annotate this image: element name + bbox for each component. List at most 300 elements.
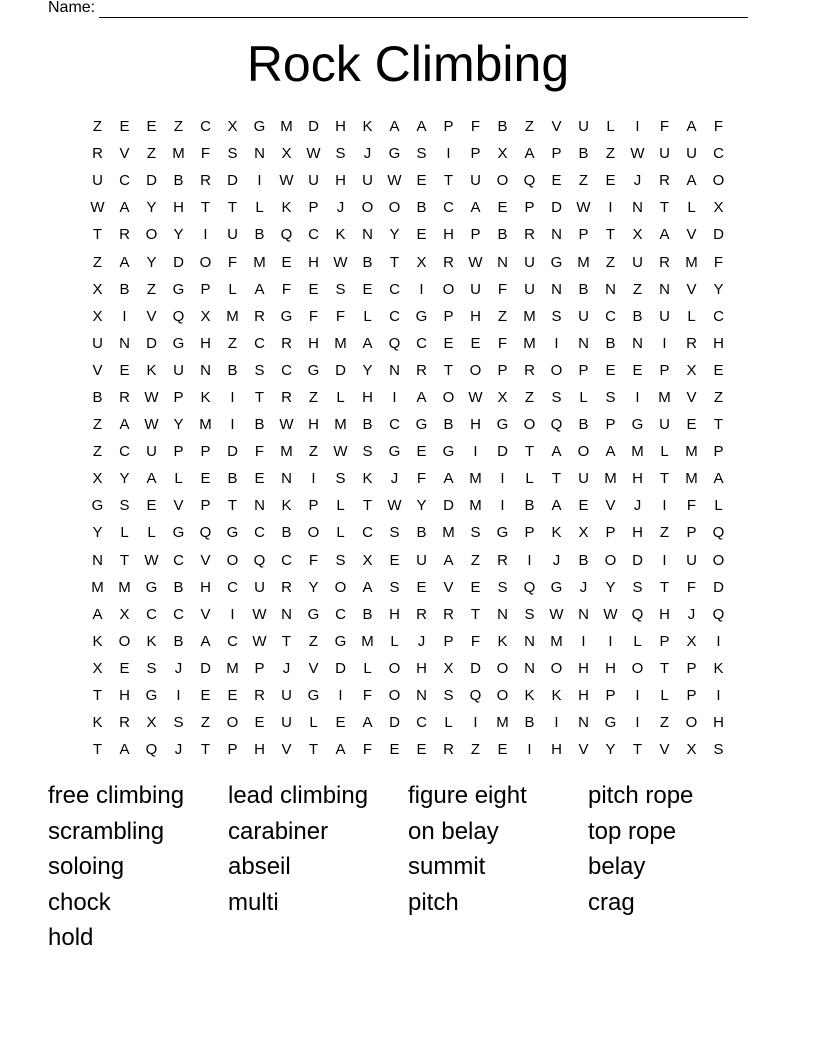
grid-letter: U: [470, 172, 481, 190]
grid-letter: A: [119, 416, 130, 434]
grid-letter: Q: [253, 551, 266, 569]
grid-letter: W: [279, 416, 294, 434]
grid-letter: C: [281, 551, 292, 569]
grid-letter: L: [363, 307, 372, 325]
grid-letter: V: [92, 361, 103, 379]
grid-letter: E: [227, 687, 238, 705]
grid-letter: H: [713, 714, 724, 732]
grid-letter: H: [713, 334, 724, 352]
grid-letter: R: [443, 253, 454, 271]
grid-letter: I: [473, 714, 478, 732]
grid-letter: L: [606, 118, 615, 136]
grid-letter: V: [119, 145, 130, 163]
grid-letter: L: [390, 632, 399, 650]
grid-letter: X: [686, 361, 697, 379]
grid-letter: P: [659, 361, 670, 379]
grid-letter: L: [255, 199, 264, 217]
grid-letter: H: [470, 307, 481, 325]
grid-letter: E: [119, 659, 130, 677]
grid-letter: N: [659, 280, 670, 298]
grid-letter: H: [416, 659, 427, 677]
grid-letter: S: [173, 714, 184, 732]
grid-letter: Z: [605, 145, 616, 163]
grid-letter: G: [604, 714, 617, 732]
grid-letter: S: [632, 578, 643, 596]
grid-letter: D: [470, 659, 481, 677]
grid-row: [84, 384, 732, 411]
name-underline: [99, 3, 748, 18]
grid-letter: P: [524, 524, 535, 542]
grid-letter: E: [713, 361, 724, 379]
grid-letter: H: [551, 741, 562, 759]
grid-letter: Z: [173, 118, 184, 136]
grid-letter: W: [144, 551, 159, 569]
grid-letter: X: [227, 118, 238, 136]
grid-letter: Z: [470, 741, 481, 759]
grid-letter: C: [362, 524, 373, 542]
grid-letter: O: [496, 687, 509, 705]
grid-letter: V: [281, 741, 292, 759]
grid-letter: M: [523, 334, 536, 352]
grid-letter: X: [200, 307, 211, 325]
grid-letter: O: [388, 199, 401, 217]
grid-letter: L: [120, 524, 129, 542]
grid-letter: I: [500, 497, 505, 515]
grid-letter: M: [91, 578, 104, 596]
grid-letter: S: [227, 145, 238, 163]
grid-letter: Z: [632, 280, 643, 298]
grid-letter: E: [497, 199, 508, 217]
grid-letter: M: [577, 253, 590, 271]
grid-letter: H: [254, 741, 265, 759]
grid-letter: N: [200, 361, 211, 379]
word-list-item: free climbing: [48, 782, 185, 809]
grid-letter: E: [254, 470, 265, 488]
grid-letter: V: [173, 497, 184, 515]
grid-letter: Z: [308, 388, 319, 406]
grid-letter: A: [362, 578, 373, 596]
grid-letter: I: [608, 632, 613, 650]
grid-letter: L: [660, 687, 669, 705]
grid-letter: T: [443, 361, 454, 379]
grid-letter: U: [578, 470, 589, 488]
grid-letter: Q: [199, 524, 212, 542]
grid-letter: I: [230, 416, 235, 434]
grid-letter: W: [333, 253, 348, 271]
grid-letter: L: [174, 470, 183, 488]
grid-letter: Z: [659, 524, 670, 542]
grid-letter: F: [254, 443, 265, 461]
grid-letter: H: [659, 605, 670, 623]
grid-letter: U: [524, 280, 535, 298]
grid-letter: O: [442, 388, 455, 406]
grid-letter: K: [200, 388, 211, 406]
grid-letter: B: [497, 118, 508, 136]
grid-letter: A: [362, 334, 373, 352]
grid-letter: L: [336, 497, 345, 515]
grid-letter: W: [387, 497, 402, 515]
grid-letter: A: [686, 118, 697, 136]
grid-letter: P: [173, 388, 184, 406]
grid-letter: X: [686, 632, 697, 650]
grid-letter: Q: [523, 578, 536, 596]
grid-row: [84, 492, 732, 519]
grid-letter: L: [363, 659, 372, 677]
grid-letter: U: [362, 172, 373, 190]
grid-letter: A: [551, 443, 562, 461]
name-field: [48, 0, 748, 18]
grid-letter: G: [280, 307, 293, 325]
grid-letter: W: [576, 199, 591, 217]
grid-letter: P: [470, 226, 481, 244]
grid-letter: D: [497, 443, 508, 461]
grid-letter: S: [389, 578, 400, 596]
grid-letter: M: [685, 470, 698, 488]
grid-letter: L: [309, 714, 318, 732]
grid-letter: B: [416, 199, 427, 217]
grid-letter: P: [443, 307, 454, 325]
grid-letter: U: [578, 118, 589, 136]
grid-letter: F: [470, 118, 481, 136]
grid-letter: P: [686, 659, 697, 677]
grid-letter: S: [254, 361, 265, 379]
grid-letter: J: [687, 605, 696, 623]
grid-letter: B: [362, 416, 373, 434]
grid-letter: H: [389, 605, 400, 623]
grid-letter: T: [227, 497, 238, 515]
grid-letter: R: [659, 253, 670, 271]
grid-letter: C: [389, 307, 400, 325]
grid-letter: G: [172, 524, 185, 542]
grid-letter: I: [662, 334, 667, 352]
grid-letter: X: [119, 605, 130, 623]
grid-letter: Z: [659, 714, 670, 732]
grid-letter: X: [713, 199, 724, 217]
grid-letter: V: [578, 741, 589, 759]
word-list-item: crag: [588, 888, 635, 916]
grid-letter: F: [200, 145, 211, 163]
grid-letter: Y: [362, 361, 373, 379]
grid-letter: B: [227, 470, 238, 488]
grid-letter: O: [118, 632, 131, 650]
grid-letter: W: [603, 605, 618, 623]
grid-letter: M: [334, 334, 347, 352]
grid-letter: P: [173, 443, 184, 461]
grid-letter: A: [92, 605, 103, 623]
grid-letter: W: [279, 172, 294, 190]
grid-letter: Z: [92, 443, 103, 461]
grid-letter: W: [333, 443, 348, 461]
grid-letter: W: [387, 172, 402, 190]
grid-row: [84, 411, 732, 438]
grid-row: [84, 655, 732, 682]
grid-letter: S: [713, 741, 724, 759]
word-list-item: multi: [228, 888, 279, 916]
grid-letter: Y: [173, 226, 184, 244]
grid-letter: D: [146, 172, 157, 190]
word-list-item: summit: [408, 853, 486, 880]
grid-letter: Q: [550, 416, 563, 434]
grid-letter: U: [146, 443, 157, 461]
grid-letter: Z: [578, 172, 589, 190]
grid-letter: V: [200, 605, 211, 623]
grid-letter: O: [712, 551, 725, 569]
grid-letter: T: [119, 551, 130, 569]
grid-letter: C: [119, 172, 130, 190]
grid-letter: V: [605, 497, 616, 515]
grid-letter: X: [578, 524, 589, 542]
grid-letter: S: [416, 145, 427, 163]
grid-letter: R: [281, 334, 292, 352]
grid-letter: I: [446, 145, 451, 163]
grid-letter: A: [713, 470, 724, 488]
grid-letter: E: [605, 172, 616, 190]
grid-letter: O: [631, 659, 644, 677]
grid-letter: M: [199, 416, 212, 434]
grid-letter: Y: [713, 280, 724, 298]
grid-letter: D: [443, 497, 454, 515]
grid-letter: A: [200, 632, 211, 650]
grid-letter: M: [226, 659, 239, 677]
grid-letter: E: [686, 416, 697, 434]
grid-letter: F: [686, 578, 697, 596]
grid-letter: C: [443, 199, 454, 217]
grid-letter: W: [549, 605, 564, 623]
grid-letter: Z: [524, 388, 535, 406]
grid-letter: S: [335, 280, 346, 298]
grid-letter: X: [416, 253, 427, 271]
grid-letter: E: [632, 361, 643, 379]
grid-letter: E: [254, 714, 265, 732]
grid-letter: K: [92, 632, 103, 650]
grid-letter: E: [389, 551, 400, 569]
grid-letter: Y: [146, 253, 157, 271]
grid-letter: T: [362, 497, 373, 515]
word-list-item: lead climbing: [228, 782, 369, 809]
grid-letter: O: [145, 226, 158, 244]
grid-letter: R: [659, 172, 670, 190]
grid-letter: G: [388, 145, 401, 163]
grid-letter: C: [389, 280, 400, 298]
grid-letter: P: [659, 632, 670, 650]
grid-letter: E: [119, 361, 130, 379]
grid-letter: O: [685, 714, 698, 732]
grid-letter: G: [172, 280, 185, 298]
grid-letter: C: [119, 443, 130, 461]
grid-letter: H: [173, 199, 184, 217]
grid-letter: O: [496, 659, 509, 677]
grid-letter: V: [146, 307, 157, 325]
grid-letter: C: [416, 334, 427, 352]
grid-letter: T: [389, 253, 400, 271]
grid-letter: H: [470, 416, 481, 434]
grid-letter: N: [389, 361, 400, 379]
grid-letter: W: [252, 605, 267, 623]
grid-letter: O: [388, 687, 401, 705]
grid-letter: E: [146, 118, 157, 136]
grid-letter: T: [659, 199, 670, 217]
grid-letter: M: [523, 307, 536, 325]
grid-letter: H: [362, 388, 373, 406]
grid-letter: H: [308, 334, 319, 352]
grid-letter: Q: [523, 172, 536, 190]
grid-letter: X: [632, 226, 643, 244]
grid-letter: I: [554, 334, 559, 352]
word-list-item: hold: [48, 924, 94, 951]
grid-letter: M: [280, 443, 293, 461]
grid-letter: O: [307, 524, 320, 542]
grid-letter: Z: [497, 307, 508, 325]
grid-letter: N: [605, 280, 616, 298]
grid-letter: R: [416, 605, 427, 623]
grid-letter: L: [687, 199, 696, 217]
grid-letter: N: [524, 632, 535, 650]
grid-row: [84, 574, 732, 601]
grid-letter: V: [659, 741, 670, 759]
grid-letter: Y: [605, 741, 616, 759]
grid-letter: P: [578, 226, 589, 244]
grid-letter: R: [254, 687, 265, 705]
grid-letter: D: [200, 659, 211, 677]
grid-letter: U: [281, 687, 292, 705]
grid-letter: G: [415, 416, 428, 434]
grid-letter: I: [338, 687, 343, 705]
grid-letter: Z: [308, 632, 319, 650]
grid-row: [84, 140, 732, 167]
grid-letter: M: [685, 253, 698, 271]
grid-letter: K: [362, 118, 373, 136]
grid-letter: J: [390, 470, 399, 488]
grid-letter: I: [662, 497, 667, 515]
grid-letter: F: [659, 118, 670, 136]
grid-letter: U: [254, 578, 265, 596]
grid-letter: O: [226, 714, 239, 732]
grid-letter: B: [173, 172, 184, 190]
grid-letter: D: [713, 226, 724, 244]
grid-letter: O: [226, 551, 239, 569]
grid-letter: X: [92, 470, 103, 488]
grid-letter: U: [173, 361, 184, 379]
grid-letter: O: [523, 416, 536, 434]
grid-letter: P: [308, 497, 319, 515]
grid-letter: M: [253, 253, 266, 271]
grid-letter: U: [686, 145, 697, 163]
grid-letter: H: [578, 687, 589, 705]
grid-row: [84, 167, 732, 194]
grid-letter: J: [282, 659, 291, 677]
grid-letter: Y: [146, 199, 157, 217]
grid-letter: G: [307, 361, 320, 379]
grid-letter: Q: [172, 307, 185, 325]
grid-letter: A: [524, 145, 535, 163]
grid-letter: I: [716, 632, 721, 650]
grid-letter: U: [92, 334, 103, 352]
grid-letter: B: [362, 253, 373, 271]
grid-letter: N: [632, 334, 643, 352]
grid-letter: S: [119, 497, 130, 515]
grid-letter: I: [662, 551, 667, 569]
grid-letter: H: [632, 470, 643, 488]
grid-letter: H: [335, 118, 346, 136]
grid-letter: I: [473, 443, 478, 461]
grid-letter: E: [362, 280, 373, 298]
grid-letter: Y: [173, 416, 184, 434]
grid-letter: X: [146, 714, 157, 732]
grid-letter: B: [119, 280, 130, 298]
grid-letter: D: [335, 659, 346, 677]
grid-letter: N: [254, 497, 265, 515]
grid-letter: W: [90, 199, 105, 217]
grid-letter: Z: [524, 118, 535, 136]
word-list-item: pitch: [408, 888, 459, 916]
grid-letter: G: [496, 524, 509, 542]
grid-letter: L: [687, 307, 696, 325]
grid-letter: D: [632, 551, 643, 569]
grid-letter: Z: [146, 280, 157, 298]
grid-letter: C: [389, 416, 400, 434]
grid-letter: X: [281, 145, 292, 163]
grid-letter: O: [388, 659, 401, 677]
grid-letter: E: [200, 687, 211, 705]
grid-row: [84, 113, 732, 140]
grid-letter: G: [91, 497, 104, 515]
grid-letter: H: [200, 578, 211, 596]
grid-letter: N: [281, 470, 292, 488]
grid-letter: L: [228, 280, 237, 298]
grid-letter: O: [550, 361, 563, 379]
grid-letter: A: [335, 741, 346, 759]
grid-letter: L: [714, 497, 723, 515]
grid-letter: N: [578, 334, 589, 352]
grid-letter: V: [551, 118, 562, 136]
grid-letter: O: [442, 280, 455, 298]
grid-letter: A: [254, 280, 265, 298]
grid-letter: Q: [631, 605, 644, 623]
grid-letter: L: [444, 714, 453, 732]
grid-letter: J: [633, 172, 642, 190]
grid-letter: V: [686, 226, 697, 244]
grid-letter: R: [497, 551, 508, 569]
grid-letter: Y: [119, 470, 130, 488]
grid-letter: R: [443, 741, 454, 759]
grid-letter: B: [281, 524, 292, 542]
grid-letter: P: [200, 280, 211, 298]
grid-letter: W: [468, 388, 483, 406]
grid-letter: S: [470, 524, 481, 542]
grid-row: [84, 248, 732, 275]
grid-letter: T: [605, 226, 616, 244]
grid-letter: I: [554, 714, 559, 732]
grid-letter: O: [577, 443, 590, 461]
grid-letter: R: [119, 226, 130, 244]
grid-letter: N: [524, 659, 535, 677]
grid-letter: F: [308, 551, 319, 569]
grid-letter: D: [713, 578, 724, 596]
grid-row: [84, 601, 732, 628]
grid-letter: B: [362, 605, 373, 623]
grid-letter: U: [659, 307, 670, 325]
grid-row: [84, 519, 732, 546]
grid-letter: Y: [308, 578, 319, 596]
word-search-grid: [84, 113, 732, 763]
grid-letter: I: [635, 118, 640, 136]
grid-letter: K: [713, 659, 724, 677]
grid-letter: K: [335, 226, 346, 244]
grid-letter: M: [550, 632, 563, 650]
grid-letter: U: [281, 714, 292, 732]
grid-letter: M: [334, 416, 347, 434]
grid-letter: H: [578, 659, 589, 677]
